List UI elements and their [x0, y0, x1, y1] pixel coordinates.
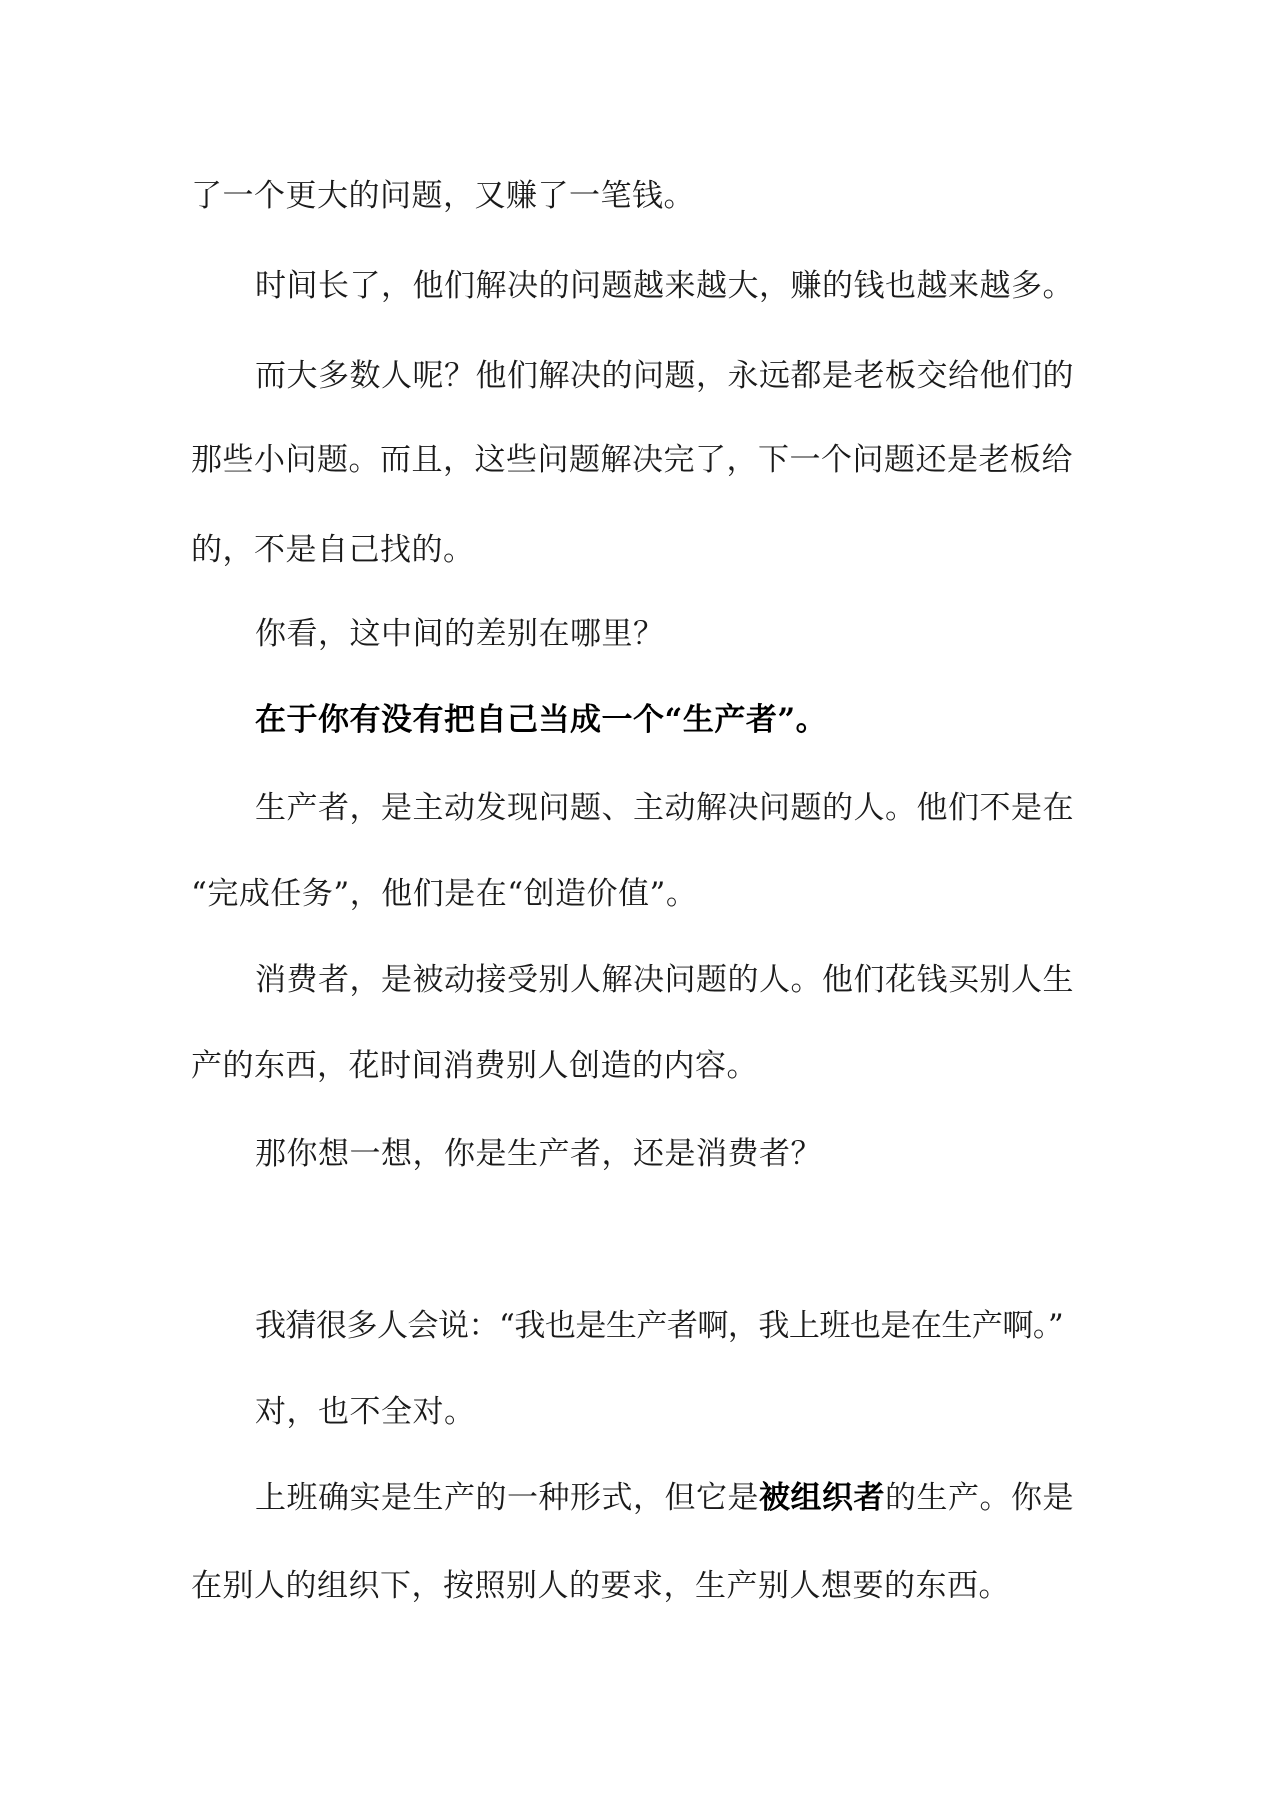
paragraph-line: 产的东西，花时间消费别人创造的内容。	[191, 1048, 758, 1084]
line-text-after: 的生产。你是	[885, 1480, 1074, 1516]
paragraph-line: 生产者，是主动发现问题、主动解决问题的人。他们不是在	[255, 790, 1074, 826]
paragraph-line: 在别人的组织下，按照别人的要求，生产别人想要的东西。	[191, 1568, 1010, 1604]
paragraph-line: 那你想一想，你是生产者，还是消费者？	[255, 1136, 822, 1172]
paragraph-line: 对，也不全对。	[255, 1394, 476, 1430]
emphasis-text: 被组织者	[759, 1480, 885, 1516]
paragraph-line: 时间长了，他们解决的问题越来越大，赚的钱也越来越多。	[255, 268, 1074, 304]
paragraph-line: 我猜很多人会说：“我也是生产者啊，我上班也是在生产啊。”	[255, 1308, 1064, 1344]
paragraph-line-with-emphasis	[0, 1468, 1273, 1528]
line-text-before: 上班确实是生产的一种形式，但它是	[255, 1480, 759, 1516]
paragraph-line: 消费者，是被动接受别人解决问题的人。他们花钱买别人生	[255, 962, 1074, 998]
paragraph-line: “完成任务”，他们是在“创造价值”。	[191, 876, 698, 912]
paragraph-line: 了一个更大的问题，又赚了一笔钱。	[191, 178, 695, 214]
paragraph-line: 而大多数人呢？他们解决的问题，永远都是老板交给他们的	[255, 358, 1074, 394]
paragraph-line: 你看，这中间的差别在哪里？	[255, 616, 665, 652]
paragraph-line: 的，不是自己找的。	[191, 532, 475, 568]
paragraph-line: 那些小问题。而且，这些问题解决完了，下一个问题还是老板给	[191, 442, 1073, 478]
emphasis-line: 在于你有没有把自己当成一个“生产者”。	[255, 702, 828, 738]
